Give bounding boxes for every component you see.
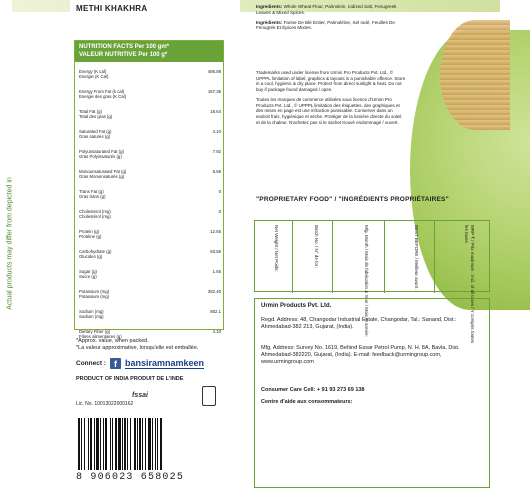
nutrition-row-value: 852.1: [210, 309, 221, 314]
barcode-bar: [157, 418, 158, 470]
ingredients-fr: [256, 20, 404, 32]
trademark-block: [256, 70, 406, 129]
nutrition-row-label-en: Cholesterol (mg): [79, 209, 111, 214]
consumer-care-fr: Centre d'aide aux consommateurs:: [261, 399, 353, 405]
barcode-bar: [142, 418, 143, 470]
nutrition-row-label-fr: Potassium (mg): [79, 294, 110, 300]
barcode-bar: [155, 418, 156, 470]
nutrition-row-label-fr: Total des gras (g): [79, 114, 113, 120]
nutrition-row-label-en: Potassium (mg): [79, 289, 110, 294]
nutrition-row-label-fr: Protéine (g): [79, 234, 102, 240]
nutrition-row-value: 0: [218, 209, 221, 214]
right-panel: [250, 0, 500, 500]
mrp-label: MRP ₹ / Prix maximum : Incl. of all taxes / Y compris toutes les taxes: [464, 225, 475, 344]
nutrition-row-label-en: Carbohydrate (g): [79, 249, 112, 254]
barcode-bar: [130, 418, 131, 470]
nutrition-row-label-fr: Sodium (mg): [79, 314, 104, 320]
barcode-bar: [78, 418, 80, 470]
nutrition-facts-box: [74, 40, 224, 340]
nutrition-row-label-en: Energy From Fat (k cal): [79, 89, 125, 94]
barcode-bar: [122, 418, 123, 470]
nutrition-header-en: NUTRITION FACTS Per 100 gm*: [79, 44, 170, 50]
nutrition-row-label-fr: Sucre (g): [79, 274, 97, 280]
nutrition-row-value: 12.65: [210, 229, 221, 234]
nutrition-row: [79, 169, 221, 179]
side-disclaimer-text: Actual products may differ from depicted in: [6, 177, 14, 310]
barcode-bar: [137, 418, 138, 470]
nutrition-row-value: 83.56: [210, 249, 221, 254]
nutrition-row-label-en: Energy (K cal): [79, 69, 107, 74]
batch-cell: [293, 221, 333, 293]
nutrition-row: [79, 249, 221, 259]
company-name: Urmin Products Pvt. Ltd.: [261, 303, 332, 309]
barcode-bar: [84, 418, 85, 470]
barcode-bar: [81, 418, 82, 470]
net-weight-label: Net Weight / Net Poids:: [274, 225, 279, 272]
consumer-care-number: + 91 93 273 69 138: [316, 387, 365, 393]
nutrition-row-label-en: Monounsaturated Fat (g): [79, 169, 127, 174]
barcode-bar: [96, 418, 99, 470]
nutrition-row-label-en: Total Fat (g): [79, 109, 102, 114]
company-info-box: [254, 298, 490, 488]
trademark-fr: Toutes les marques de commerce utilisées sous licence d'Urmin Pro Products Pvt. Ltd., © UPPPL limitation des étiquettes, des graphiques et des mises en page est une infraction punissable. Conserver dans un endroit frais, hygiénique et sèche. Protéger de la lumière directe du soleil et de la chaleur. N'achetez pas si le sachet trouvé endommagé / ouvert.: [256, 96, 402, 125]
nutrition-row: [79, 109, 221, 119]
nutrition-header: [75, 41, 223, 62]
barcode-number: 8 906023 658025: [76, 472, 185, 483]
barcode-bar: [88, 418, 89, 470]
barcode-bar: [124, 418, 126, 470]
proprietary-food-label: "PROPRIETARY FOOD" / "INGRÉDIENTS PROPRIÉTAIRES": [256, 196, 449, 203]
license-number: Lic. No. 10013022000162: [76, 401, 134, 407]
ingredients-fr-label: Ingrédients:: [256, 19, 283, 25]
facebook-icon[interactable]: f: [110, 358, 121, 369]
barcode-bar: [115, 418, 117, 470]
consumer-care: [261, 387, 487, 394]
barcode-bar: [160, 418, 162, 470]
fssai-logo: fssai: [132, 392, 148, 399]
nutrition-row-label-fr: Gras saturés (g): [79, 134, 111, 140]
barcode-bar: [103, 418, 104, 470]
nutrition-row-label-fr: Energie des gras (K Cal): [79, 94, 127, 100]
nutrition-row-label-fr: Glucides (g): [79, 254, 103, 260]
barcode-bars: [76, 418, 196, 470]
nutrition-row-label-fr: Cholestérol (mg): [79, 214, 111, 220]
barcode-bar: [152, 418, 153, 470]
trademark-en: Trademarks used under license from Urmin Pro Products Pvt. Ltd., © UPPPL limitation of label, graphics & layouts is a punishable offence. Store in a cool, hygienic & dry place. Protect from direct sunlight & heat. Do not buy if package found damaged / open.: [256, 70, 406, 93]
connect-label: Connect :: [76, 360, 106, 367]
nutrition-row: [79, 189, 221, 199]
ingredients-en-label: Ingredients:: [256, 4, 283, 9]
barcode-bar: [110, 418, 111, 470]
nutrition-row-label-en: Trans Fat (g): [79, 189, 104, 194]
nutrition-row: [79, 149, 221, 159]
nutrition-row: [79, 269, 221, 279]
nutrition-header-fr: VALEUR NUTRITIVE Per 100 g*: [79, 52, 168, 58]
nutrition-row-value: 7.92: [212, 149, 221, 154]
nutrition-row: [79, 69, 221, 79]
nutrition-row-label-en: Sodium (mg): [79, 309, 104, 314]
nutrition-row-value: 4.10: [212, 129, 221, 134]
ingredients-block: [256, 4, 404, 35]
nutrition-row-label-fr: Energie (K Cal): [79, 74, 109, 80]
best-before-label: BEST BEFORE / Meilleur avant :: [414, 225, 419, 291]
left-panel: [70, 0, 240, 500]
nutrition-row-value: 485.88: [207, 69, 221, 74]
barcode-bar: [145, 418, 146, 470]
barcode: [76, 418, 236, 484]
nutrition-row-label-en: Sugar (g): [79, 269, 97, 274]
nutrition-row-label-en: Protein (g): [79, 229, 100, 234]
ingredients-en-text: Whole Wheat Flour, Palmolein, Iodized Salt, Fenugreek Leaves & Mixed Spices.: [256, 4, 397, 15]
nutrition-row-label-en: Dietary Fiber (g): [79, 329, 111, 334]
barcode-bar: [112, 418, 113, 470]
nutrition-row-label-en: Saturated Fat (g): [79, 129, 112, 134]
best-before-cell: [385, 221, 435, 293]
mrp-cell: [435, 221, 491, 344]
nutrition-row: [79, 209, 221, 219]
manufacturing-address: Mfg. Address: Survey No. 1619, Behind Essar Petrol Pump, N. H. 8A, Bavla, Dist. Ahmedabad-382220, Gujarat, (India). E-mail: feedback@urmingroup.com, www.urmingroup.com: [261, 345, 460, 365]
consumer-care-label: Consumer Care Cell:: [261, 387, 316, 393]
nutrition-row-value: 1.65: [212, 269, 221, 274]
nutrition-row-label-en: Polyunsaturated Fat (g): [79, 149, 124, 154]
approx-note: [76, 338, 198, 352]
product-title: METHI KHAKHRA: [76, 4, 148, 13]
facebook-handle[interactable]: bansiramnamkeen: [124, 358, 205, 368]
nutrition-row: [79, 309, 221, 319]
nutrition-row-label-fr: Gras Monoinsaturés (g): [79, 174, 125, 180]
country-of-origin: PRODUCT OF INDIA PRODUIT DE L'INDE: [76, 376, 184, 382]
barcode-bar: [139, 418, 141, 470]
ingredients-fr-text: Farine De Blé Entier, Palmoléine, Sel Iodé, Feuilles De Fenugrek Et Épices Mixtes.: [256, 19, 395, 31]
barcode-bar: [127, 418, 128, 470]
barcode-bar: [100, 418, 101, 470]
barcode-bar: [148, 418, 151, 470]
nutrition-row-label-fr: Gras Polyinsaturés (g): [79, 154, 122, 160]
barcode-bar: [105, 418, 107, 470]
approx-note-fr: *La valeur approximative, lorsqu'elle est emballée.: [76, 345, 199, 351]
nutrition-row: [79, 289, 221, 299]
nutrition-row-value: 18.64: [210, 109, 221, 114]
barcode-bar: [90, 418, 92, 470]
mfg-date-cell: [333, 221, 385, 337]
nutrition-row-label-fr: Gras trans (g): [79, 194, 106, 200]
nutrition-row-label-fr: Fibres alimentaires (g): [79, 334, 122, 340]
nutrition-row-value: 167.36: [207, 89, 221, 94]
nutrition-row-value: 4.10: [212, 329, 221, 334]
nutrition-row-value: 0: [218, 189, 221, 194]
nutrition-row-value: 382.40: [207, 289, 221, 294]
barcode-bar: [134, 418, 136, 470]
registered-address: Regd. Address: 48, Changodar Industrial Estate, Changodar, Tal.: Sanand, Dist.: Ahmedabad-382 213, Gujarat, (India).: [261, 317, 457, 330]
khakhra-stack-image: [440, 20, 510, 130]
ingredients-en: [256, 4, 404, 16]
net-weight-cell: [255, 221, 293, 293]
batch-label: Batch No. / N° de lot :: [314, 225, 319, 269]
barcode-bar: [94, 418, 95, 470]
social-connect: [76, 358, 204, 369]
nutrition-row: [79, 229, 221, 239]
mfg-date-label: Mfg. Month / Mois de fabrication & Year / Mois et année:: [364, 225, 369, 337]
barcode-bar: [118, 418, 121, 470]
nutrition-row: [79, 129, 221, 139]
nutrition-row: [79, 89, 221, 99]
side-disclaimer: [0, 0, 12, 500]
approx-note-en: *Approx. value, when packed.: [76, 338, 149, 344]
nutrition-row-value: 5.69: [212, 169, 221, 174]
recycle-icon: [202, 386, 216, 406]
